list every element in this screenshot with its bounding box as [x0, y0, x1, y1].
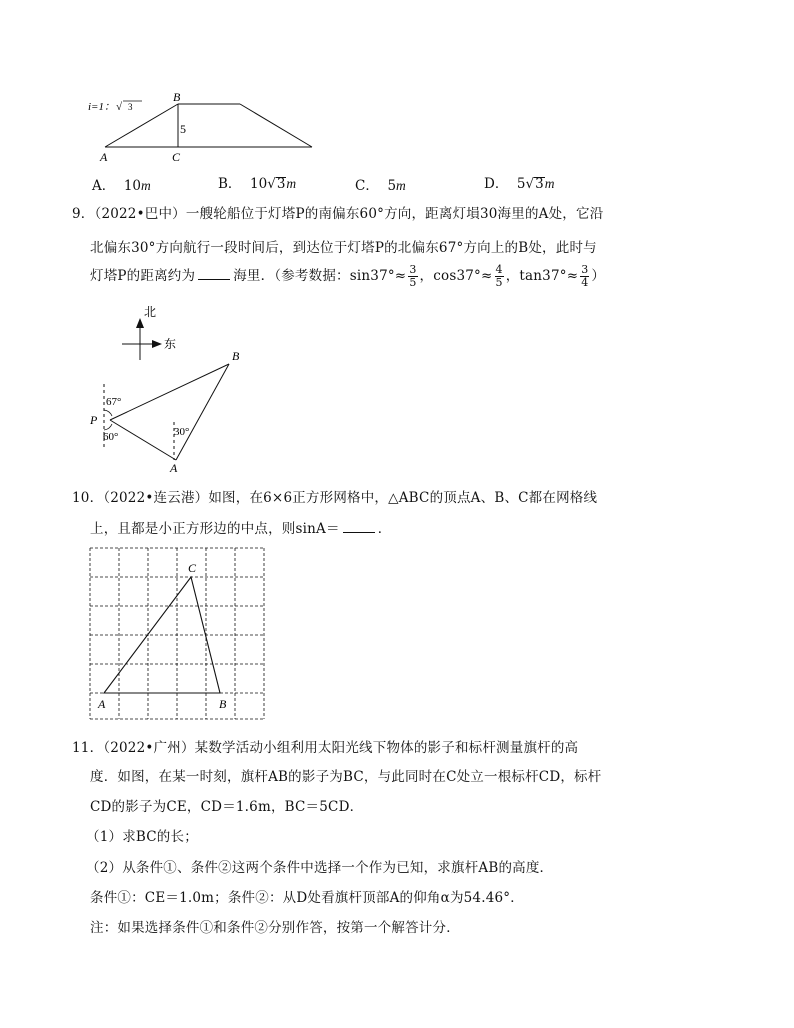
q9-line-1: 9．（2022•巴中）一艘轮船位于灯塔P的南偏东60°方向，距离灯塤30海里的A处，它沿 — [72, 206, 604, 222]
q11-line-6: 条件①：CE＝1.0m；条件②：从D处看旗杆顶部A的仰角α为54.46°． — [90, 890, 524, 906]
fig8-label-B: B — [173, 90, 181, 104]
q10-fig-label-B: B — [219, 697, 227, 711]
q8-option-a: A． 10m — [92, 178, 151, 194]
q9-line-3: 灯塔P的距离约为 海里．（参考数据：sin37°≈ $\frac{3}{5}$ ，cos37°≈ $\frac{4}{5}$ ，tan37°≈ $\frac{3}{4}$ ） — [90, 263, 606, 289]
q9-frac-tan: $\frac{3}{4}$ — [581, 263, 589, 289]
fig8-label-C: C — [172, 150, 181, 164]
q9-figure — [86, 302, 256, 474]
q9-frac-cos: $\frac{4}{5}$ — [495, 263, 503, 289]
q9-fig-north: 北 — [144, 305, 157, 319]
q9-frac-sin: $\frac{3}{5}$ — [409, 263, 417, 289]
q11-line-2: 度．如图，在某一时刻，旗杆AB的影子为BC，与此同时在C处立一根标杆CD，标杆 — [90, 769, 602, 785]
q10-grid-figure — [86, 544, 272, 724]
q9-fig-label-A: A — [170, 461, 178, 474]
fig8-label-5: 5 — [180, 122, 186, 136]
q9-line-2: 北偏东30°方向航行一段时间后，到达位于灯塔P的北偏东67°方向上的B处，此时与 — [90, 240, 597, 256]
q9-fig-angle-67: 67° — [106, 396, 122, 408]
q8-option-d: D． 5√3m — [484, 176, 555, 192]
q11-line-3: CD的影子为CE，CD＝1.6m，BC＝5CD． — [90, 799, 364, 815]
q9-fig-label-B: B — [232, 349, 240, 363]
q8-option-b: B． 10√3m — [218, 176, 297, 192]
q11-line-4: （1）求BC的长； — [86, 829, 198, 845]
fig8-label-A: A — [100, 150, 108, 164]
q9-fig-label-P: P — [90, 413, 98, 427]
fig8-slope: i=1： — [88, 101, 115, 113]
q10-fig-label-A: A — [98, 697, 106, 711]
q10-line-1: 10．（2022•连云港）如图，在6×6正方形网格中，△ABC的顶点A、B、C都在网格线 — [72, 490, 598, 506]
q11-line-7: 注：如果选择条件①和条件②分别作答，按第一个解答计分． — [90, 920, 460, 936]
q9-fig-east: 东 — [164, 337, 177, 351]
q11-line-5: （2）从条件①、条件②这两个条件中选择一个作为已知，求旗杆AB的高度． — [86, 860, 554, 876]
q9-fig-angle-60: 60° — [103, 431, 119, 443]
q11-line-1: 11．（2022•广州）某数学活动小组利用太阳光线下物体的影子和标杆测量旗杆的高 — [72, 740, 579, 756]
q10-fig-label-C: C — [188, 561, 197, 575]
q9-answer-blank — [198, 267, 230, 280]
q9-fig-angle-30: 30° — [174, 426, 190, 438]
q10-line-2: 上，且都是小正方形边的中点，则sinA＝ ． — [90, 521, 392, 537]
q8-figure — [80, 88, 330, 168]
fig8-slope-root: 3 — [128, 102, 133, 112]
q10-answer-blank — [343, 520, 375, 533]
q8-option-c: C． 5m — [355, 178, 406, 194]
fig8-sqrt-sign: √ — [116, 101, 123, 113]
